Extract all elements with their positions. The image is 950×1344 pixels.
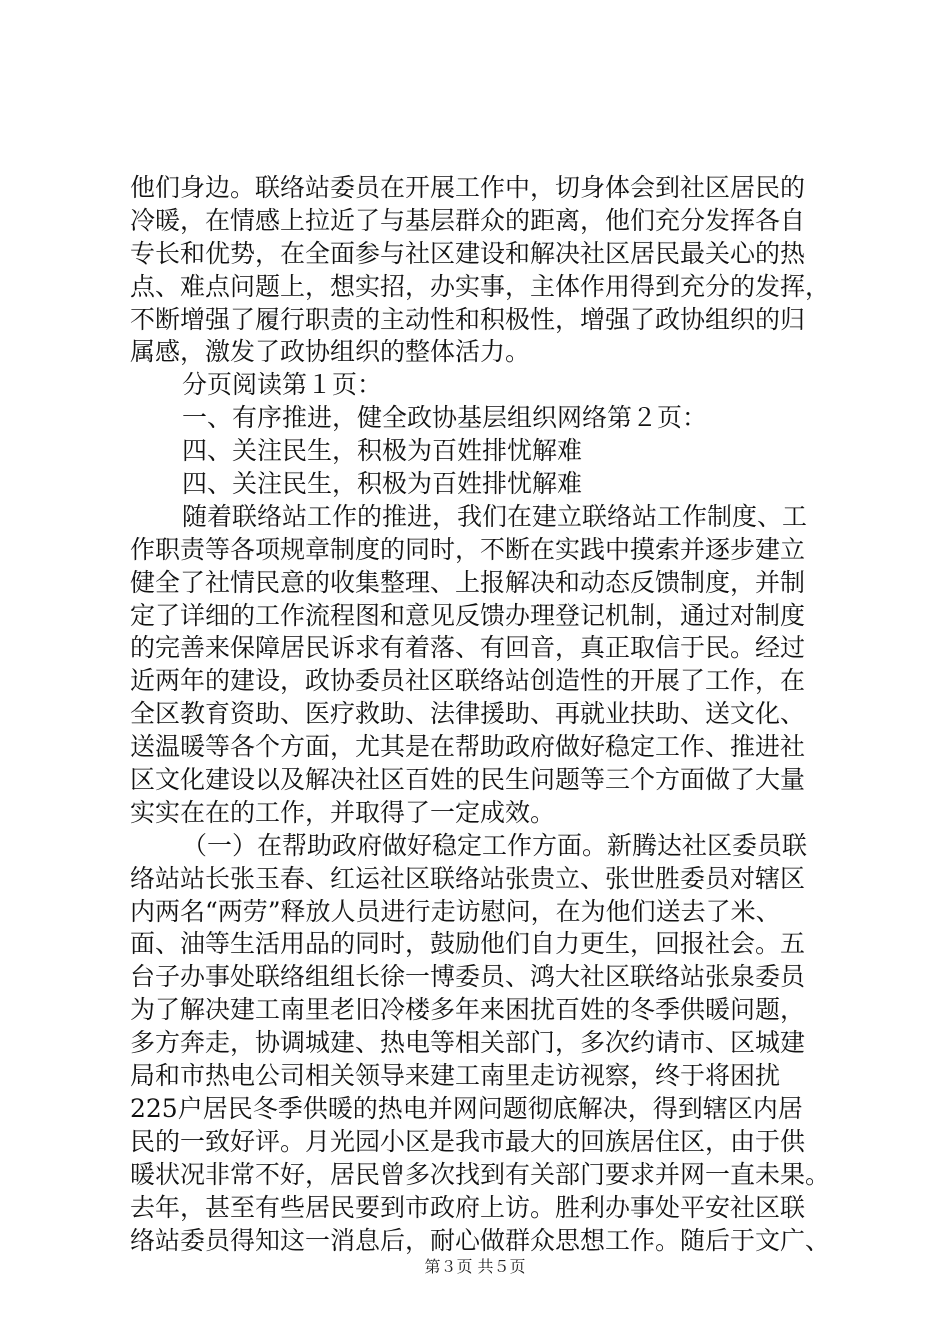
text-line: 送温暖等各个方面，尤其是在帮助政府做好稳定工作、推进社 [130,732,806,762]
text-line: 的完善来保障居民诉求有着落、有回音，真正取信于民。经过 [130,633,806,663]
text-line: 不断增强了履行职责的主动性和积极性，增强了政协组织的归 [130,304,806,334]
page-footer: 第３页 共５页 [424,1257,526,1276]
text-line: 225户居民冬季供暖的热电并网问题彻底解决，得到辖区内居 [130,1093,803,1123]
text-line: 健全了社情民意的收集整理、上报解决和动态反馈制度，并制 [130,567,806,597]
text-line: 络站委员得知这一消息后，耐心做群众思想工作。随后于文广、 [130,1225,831,1255]
text-line: 作职责等各项规章制度的同时，不断在实践中摸索并逐步建立 [130,534,806,564]
text-line: 民的一致好评。月光园小区是我市最大的回族居住区，由于供 [130,1126,806,1156]
text-line: 内两名“两劳”释放人员进行走访慰问，在为他们送去了米、 [130,896,781,926]
text-line: 面、油等生活用品的同时，鼓励他们自力更生，回报社会。五 [130,929,806,959]
text-line: 属感，激发了政协组织的整体活力。 [130,337,531,367]
text-line: 去年，甚至有些居民要到市政府上访。胜利办事处平安社区联 [130,1192,806,1222]
text-line: （一）在帮助政府做好稳定工作方面。新腾达社区委员联 [182,830,808,860]
text-line: 近两年的建设，政协委员社区联络站创造性的开展了工作，在 [130,666,806,696]
text-line: 络站站长张玉春、红运社区联络站张贵立、张世胜委员对辖区 [130,863,806,893]
text-line: 局和市热电公司相关领导来建工南里走访视察，终于将困扰 [130,1061,781,1091]
text-line: 分页阅读第１页： [182,370,383,400]
text-line: 为了解决建工南里老旧冷楼多年来困扰百姓的冬季供暖问题， [130,995,806,1025]
text-line: 全区教育资助、医疗救助、法律援助、再就业扶助、送文化、 [130,699,806,729]
text-line: 冷暖，在情感上拉近了与基层群众的距离，他们充分发挥各自 [130,205,806,235]
text-line: 台子办事处联络组组长徐一博委员、鸿大社区联络站张泉委员 [130,962,806,992]
text-line: 定了详细的工作流程图和意见反馈办理登记机制，通过对制度 [130,600,806,630]
text-line: 四、关注民生，积极为百姓排忧解难 [182,436,583,466]
text-line: 实实在在的工作，并取得了一定成效。 [130,797,556,827]
text-line: 专长和优势，在全面参与社区建设和解决社区居民最关心的热 [130,238,806,268]
text-line: 暖状况非常不好，居民曾多次找到有关部门要求并网一直未果。 [130,1159,831,1189]
text-line: 四、关注民生，积极为百姓排忧解难 [182,469,583,499]
text-line: 随着联络站工作的推进，我们在建立联络站工作制度、工 [182,501,808,531]
text-line: 他们身边。联络站委员在开展工作中，切身体会到社区居民的 [130,173,806,202]
text-line: 多方奔走，协调城建、热电等相关部门，多次约请市、区城建 [130,1028,806,1058]
document-body [130,172,832,1257]
text-line: 一、有序推进，健全政协基层组织网络第２页： [182,403,708,433]
text-line: 点、难点问题上，想实招，办实事，主体作用得到充分的发挥， [130,271,831,301]
text-line: 区文化建设以及解决社区百姓的民生问题等三个方面做了大量 [130,765,806,795]
